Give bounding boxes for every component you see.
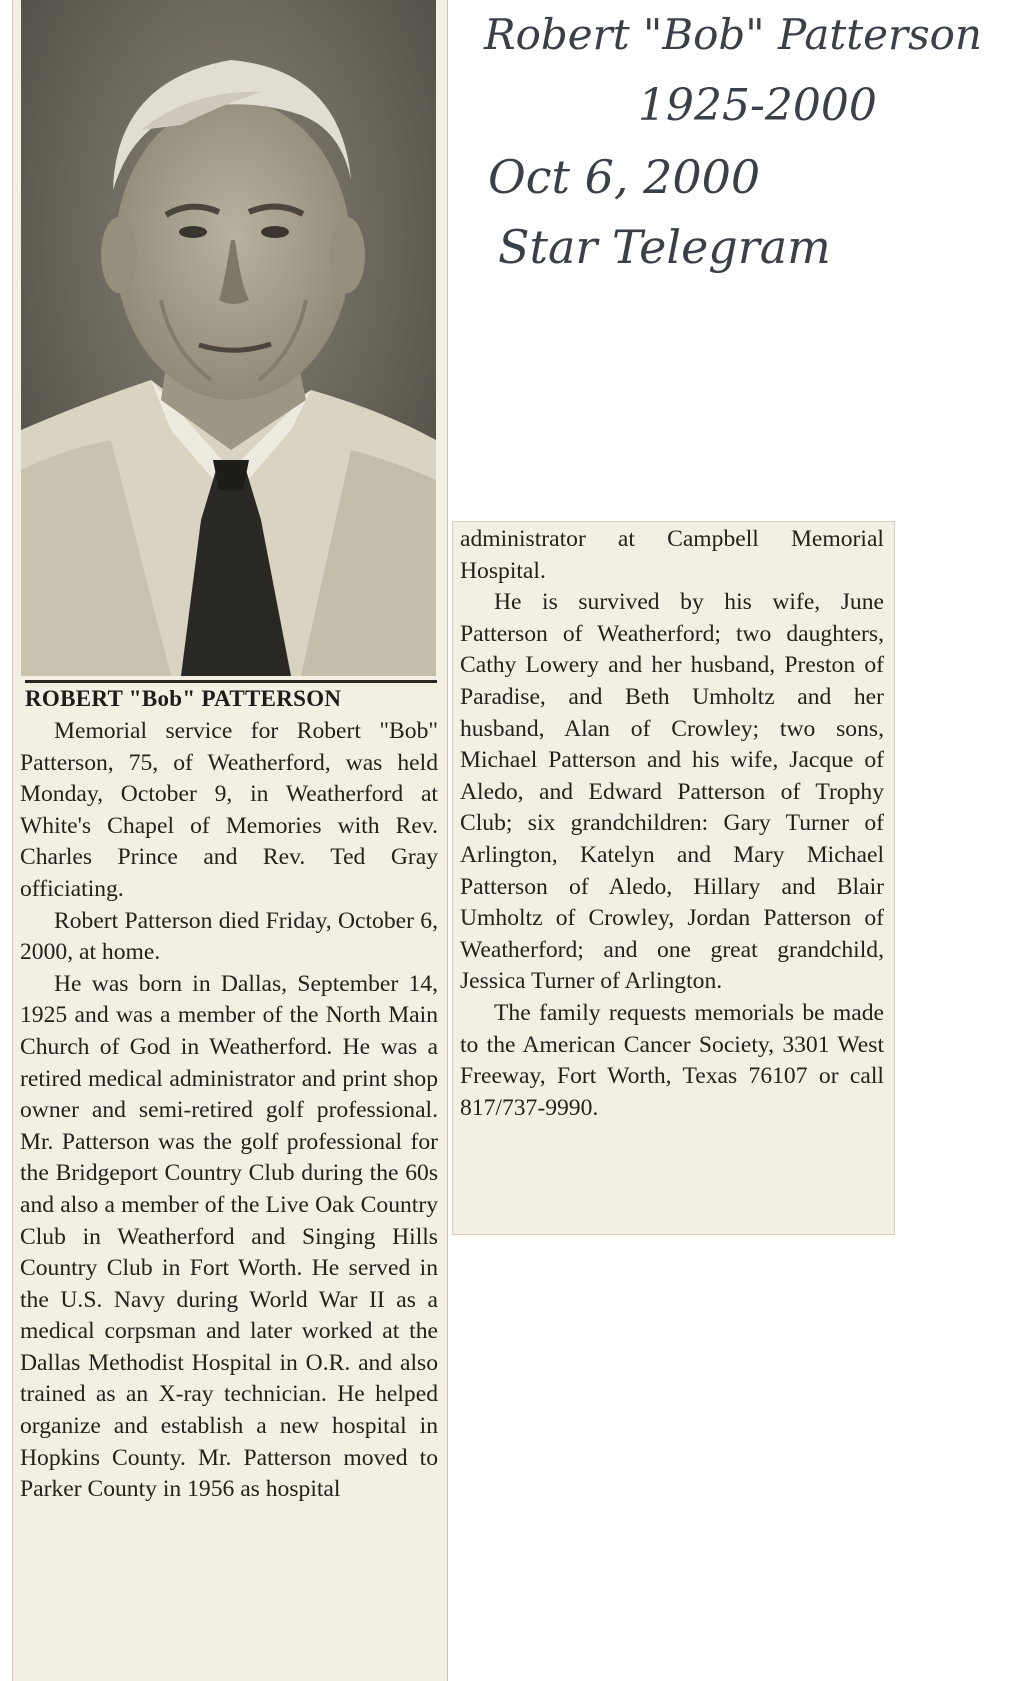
- paragraph: Memorial service for Robert "Bob" Patterson, 75, of Weatherford, was held Monday, October 9, in Weatherford at White's Chapel of Memories with Rev. Charles Prince and Rev. Ted Gray officiating.: [20, 718, 438, 902]
- note-date: Oct 6, 2000: [488, 150, 761, 204]
- note-paper: Star Telegram: [498, 220, 831, 274]
- paragraph: He is survived by his wife, June Patterson of Weatherford; two daughters, Cathy Lowery and her husband, Preston of Paradise, and Beth Umholtz and her husband, Alan of Crowley; two sons, Michael Patterson and his wife, Jacque of Aledo, and Edward Patterson of Trophy Club; six grandchildren: Gary Turner of Arlington, Katelyn and Mary Michael Patterson of Aledo, Hillary and Blair Umholtz of Crowley, Jordan Patterson of Weatherford; and one great grandchild, Jessica Turner of Arlington.: [460, 589, 884, 995]
- note-name: Robert "Bob" Patterson: [484, 10, 982, 59]
- caption: ROBERT "Bob" PATTERSON: [25, 680, 437, 712]
- paragraph: Robert Patterson died Friday, October 6, 2000, at home.: [20, 907, 438, 966]
- portrait-photo: [21, 0, 436, 676]
- paragraph: administrator at Campbell Memorial Hospital.: [460, 526, 884, 584]
- note-years: 1925-2000: [638, 80, 877, 131]
- paragraph: The family requests memorials be made to the American Cancer Society, 3301 West Freeway, Fort Worth, Texas 76107 or call 817/737-9990.: [460, 999, 884, 1121]
- obituary-column-right: [460, 524, 884, 1124]
- obituary-column-left: [20, 716, 438, 1506]
- paragraph: He was born in Dallas, September 14, 1925 and was a member of the North Main Church of God in Weatherford. He was a retired medical administrator and print shop owner and semi-retired golf professional. Mr. Patterson was the golf professional for the Bridgeport Country Club during the 60s and also a member of the Live Oak Country Club in Weatherford and Singing Hills Country Club in Fort Worth. He served in the U.S. Navy during World War II as a medical corpsman and later worked at the Dallas Methodist Hospital in O.R. and also trained as an X-ray technician. He helped organize and establish a new hospital in Hopkins County. Mr. Patterson moved to Parker County in 1956 as hospital: [20, 970, 438, 1503]
